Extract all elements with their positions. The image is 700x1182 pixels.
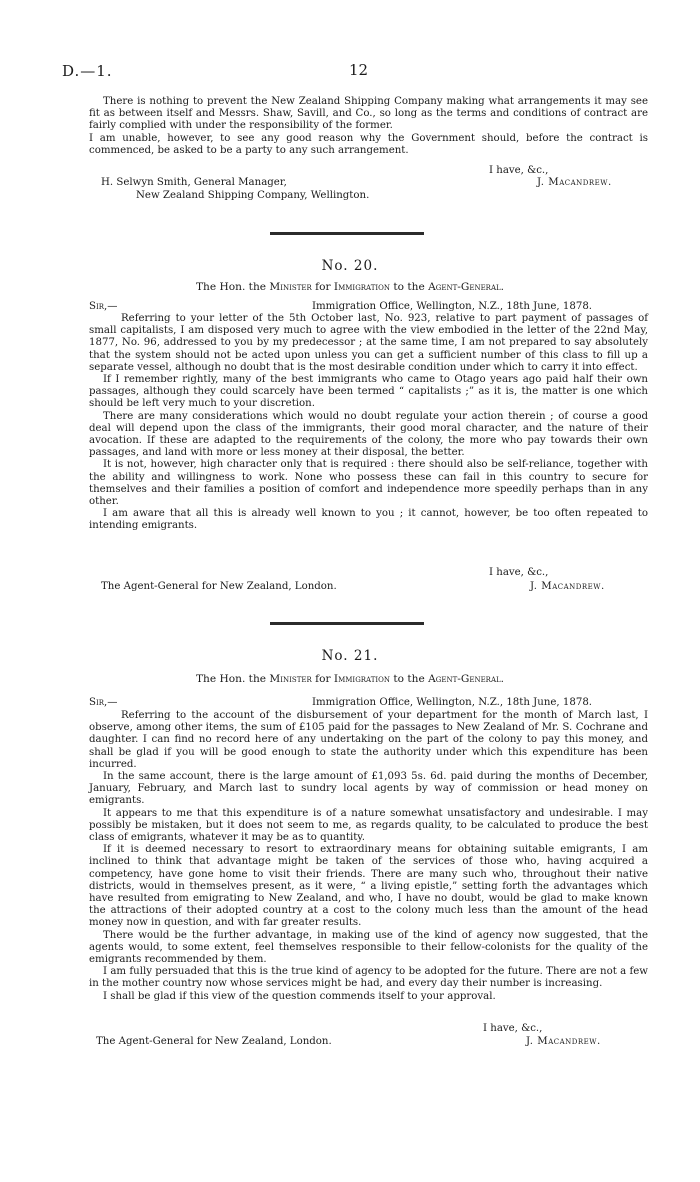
letter20-closing: I have, &c., bbox=[489, 567, 549, 578]
page-number: 12 bbox=[349, 61, 369, 79]
letter21-paragraph-7: I shall be glad if this view of the question commends itself to your approval. bbox=[103, 990, 496, 1002]
letter21-route bbox=[0, 673, 700, 685]
letter21-signature: J. Macandrew. bbox=[526, 1036, 601, 1047]
letter21-place-date: Immigration Office, Wellington, N.Z., 18th June, 1878. bbox=[312, 697, 593, 708]
prior-addressee-line1: H. Selwyn Smith, General Manager, bbox=[101, 177, 287, 188]
letter20-paragraph-3: There are many considerations which would no doubt regulate your action therein ; of course a good deal will depend upon the class of the immigrants, their good moral character, and the nature of their avocation. If these are adapted to the requirements of the colony, the more who pay towards their own passages, and land with more or less money at their disposal, the better. bbox=[89, 410, 648, 459]
letter21-body bbox=[89, 710, 648, 1003]
letter20-body bbox=[89, 313, 648, 533]
letter20-route-from: Minister bbox=[269, 281, 312, 293]
section-divider bbox=[270, 622, 424, 625]
letter21-number: No. 21. bbox=[321, 648, 379, 664]
letter20-route-to: Agent-General. bbox=[428, 281, 505, 293]
letter20-route-prefix: The Hon. the bbox=[195, 281, 267, 293]
letter21-paragraph-6: I am fully persuaded that this is the true kind of agency to be adopted for the future. There are not a few in the mother country now whose services might be had, and every day their number is increasing. bbox=[89, 966, 648, 990]
letter20-number: No. 20. bbox=[321, 258, 379, 274]
letter21-route-to: Agent-General. bbox=[428, 673, 505, 685]
letter21-paragraph-1: Referring to the account of the disbursement of your department for the month of March last, I observe, among other items, the sum of £105 paid for the passages to New Zealand of Mr. S. Cochrane and daughter. I can find no record here of any undertaking on the part of the colony to pay this money, and shall be glad if you will be good enough to state the authority under which this expenditure has been incurred. bbox=[89, 710, 648, 770]
prior-addressee-line2: New Zealand Shipping Company, Wellington. bbox=[136, 190, 370, 201]
letter21-closing: I have, &c., bbox=[483, 1023, 543, 1034]
letter21-paragraph-5: There would be the further advantage, in making use of the kind of agency now suggested, that the agents would, to some extent, feel themselves responsible to their fellow-colonists for the quality of the emigrants recommended by them. bbox=[89, 929, 648, 966]
prior-paragraph-1: There is nothing to prevent the New Zealand Shipping Company making what arrangements it may see fit as between itself and Messrs. Shaw, Savill, and Co., so long as the terms and conditions of contract are fairly complied with under the responsibility of the former. bbox=[89, 96, 648, 132]
prior-paragraph-2: I am unable, however, to see any good reason why the Government should, before the contract is commenced, be asked to be a party to any such arrangement. bbox=[89, 132, 648, 156]
letter21-paragraph-3: It appears to me that this expenditure is of a nature somewhat unsatisfactory and undesirable. I may possibly be mistaken, but it does not seem to me, as regards quality, to be calculated to produce the best class of emigrants, whatever it may be as to quantity. bbox=[89, 807, 648, 844]
letter21-route-prefix: The Hon. the bbox=[195, 673, 267, 685]
prior-signature: J. Macandrew. bbox=[537, 177, 612, 188]
prior-letter-body bbox=[89, 96, 648, 157]
letter20-salutation: Sir,— bbox=[89, 301, 118, 312]
letter21-route-from: Minister bbox=[269, 673, 312, 685]
letter20-route-mid: for bbox=[315, 281, 331, 293]
letter20-paragraph-2: If I remember rightly, many of the best immigrants who came to Otago years ago paid half their own passages, although they could scarcely have been termed “ capitalists ;” as it is, the matter is one which should be left very much to your discretion. bbox=[89, 374, 648, 410]
letter20-paragraph-5: I am aware that all this is already well known to you ; it cannot, however, be too often repeated to intending emigrants. bbox=[89, 508, 648, 532]
series-code: D.—1. bbox=[62, 62, 113, 80]
letter20-paragraph-1: Referring to your letter of the 5th October last, No. 923, relative to part payment of passages of small capitalists, I am disposed very much to agree with the view embodied in the letter of the 22nd May, 1877, No. 96, addressed to you by my predecessor ; at the same time, I am not prepared to say absolutely that the system should not be acted upon unless you can get a sufficient number of this class to fill up a separate vessel, although no doubt that is the most desirable condition under which to carry it into effect. bbox=[89, 313, 648, 373]
letter21-paragraph-2: In the same account, there is the large amount of £1,093 5s. 6d. paid during the months of December, January, February, and March last to sundry local agents by way of commission or head money on emigrants. bbox=[89, 771, 648, 807]
letter21-salutation: Sir,— bbox=[89, 697, 118, 708]
letter20-route bbox=[0, 281, 700, 293]
letter20-addressee: The Agent-General for New Zealand, London. bbox=[101, 581, 337, 592]
letter21-route-mid: for bbox=[315, 673, 331, 685]
letter21-addressee: The Agent-General for New Zealand, London. bbox=[96, 1036, 332, 1047]
letter21-route-to-word: to the bbox=[393, 673, 425, 685]
section-divider bbox=[270, 232, 424, 235]
letter21-paragraph-4: If it is deemed necessary to resort to extraordinary means for obtaining suitable emigrants, I am inclined to think that advantage might be taken of the services of those who, having acquired a competency, have gone home to visit their friends. There are many such who, throughout their native districts, would in themselves present, as it were, “ a living epistle,” setting forth the advantages which have resulted from emigrating to New Zealand, and who, I have no doubt, would be glad to make known the attractions of their adopted country at a cost to the colony much less than the amount of the head money now in question, and with far greater results. bbox=[89, 844, 648, 929]
letter20-route-dept: Immigration bbox=[333, 281, 391, 293]
prior-closing: I have, &c., bbox=[489, 165, 549, 176]
letter20-route-to-word: to the bbox=[393, 281, 425, 293]
letter20-signature: J. Macandrew. bbox=[530, 581, 605, 592]
letter20-place-date: Immigration Office, Wellington, N.Z., 18th June, 1878. bbox=[312, 301, 593, 312]
letter20-paragraph-4: It is not, however, high character only that is required : there should also be self-reliance, together with the ability and willingness to work. None who possess these can fail in this country to secure for themselves and their families a position of comfort and independence more speedily perhaps than in any other. bbox=[89, 459, 648, 508]
letter21-route-dept: Immigration bbox=[333, 673, 391, 685]
